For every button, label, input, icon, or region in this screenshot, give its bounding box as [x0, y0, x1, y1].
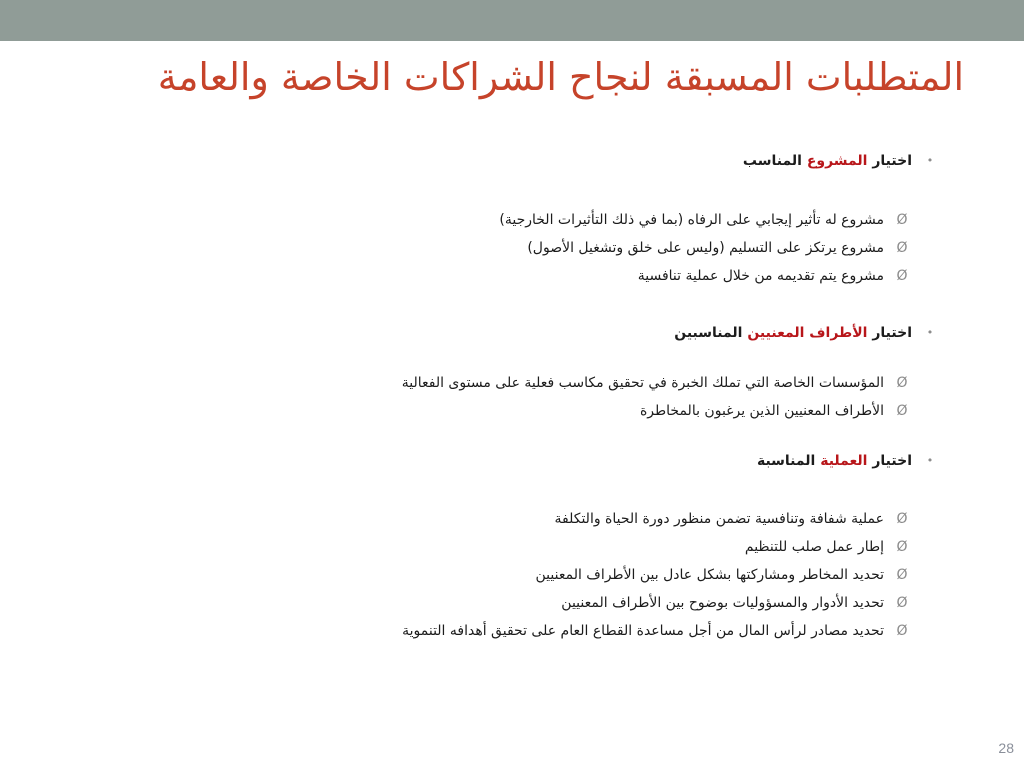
slide-title: المتطلبات المسبقة لنجاح الشراكات الخاصة والعامة [157, 55, 964, 99]
list-item-text: مشروع يتم تقديمه من خلال عملية تنافسية [637, 268, 884, 284]
list-item [84, 537, 908, 557]
null-sign-bullet-icon: Ø [896, 240, 908, 256]
list-item [84, 565, 908, 585]
list-item [84, 509, 908, 529]
null-sign-bullet-icon: Ø [896, 595, 908, 611]
null-sign-bullet-icon: Ø [896, 212, 908, 228]
heading-suffix: المناسبين [674, 325, 743, 341]
null-sign-bullet-icon: Ø [896, 511, 908, 527]
list-item [84, 401, 908, 421]
null-sign-bullet-icon: Ø [896, 375, 908, 391]
list-item-text: إطار عمل صلب للتنظيم [744, 539, 884, 555]
heading-highlight: الأطراف المعنيين [747, 325, 868, 341]
list-item-text: المؤسسات الخاصة التي تملك الخبرة في تحقيق مكاسب فعلية على مستوى الفعالية [401, 375, 884, 391]
null-sign-bullet-icon: Ø [896, 539, 908, 555]
list-item-text: مشروع يرتكز على التسليم (وليس على خلق وتشغيل الأصول) [527, 240, 884, 256]
section-heading-process [112, 451, 934, 471]
heading-highlight: العملية [820, 453, 868, 469]
list-item-text: تحديد المخاطر ومشاركتها بشكل عادل بين الأطراف المعنيين [535, 567, 884, 583]
list-item [84, 593, 908, 613]
list-item [84, 238, 908, 258]
page-number: 28 [998, 740, 1014, 756]
list-item-text: تحديد الأدوار والمسؤوليات بوضوح بين الأطراف المعنيين [561, 595, 884, 611]
null-sign-bullet-icon: Ø [896, 567, 908, 583]
null-sign-bullet-icon: Ø [896, 268, 908, 284]
list-item-text: مشروع له تأثير إيجابي على الرفاه (بما في ذلك التأثيرات الخارجية) [499, 212, 884, 228]
section-heading-stakeholders [112, 323, 934, 343]
list-item [84, 621, 908, 641]
list-item [84, 373, 908, 393]
section-heading-project [112, 151, 934, 171]
null-sign-bullet-icon: Ø [896, 623, 908, 639]
heading-suffix: المناسبة [756, 453, 816, 469]
bullet-dot-icon: • [926, 326, 934, 339]
bullet-dot-icon: • [926, 454, 934, 467]
bullet-dot-icon: • [926, 154, 934, 167]
list-item-text: الأطراف المعنيين الذين يرغبون بالمخاطرة [639, 403, 884, 419]
heading-prefix: اختيار [872, 153, 912, 169]
heading-highlight: المشروع [806, 153, 868, 169]
heading-prefix: اختيار [872, 325, 912, 341]
heading-prefix: اختيار [872, 453, 912, 469]
list-item [84, 266, 908, 286]
heading-suffix: المناسب [742, 153, 802, 169]
list-item-text: تحديد مصادر لرأس المال من أجل مساعدة القطاع العام على تحقيق أهدافه التنموية [402, 623, 884, 639]
list-item-text: عملية شفافة وتنافسية تضمن منظور دورة الحياة والتكلفة [554, 511, 884, 527]
list-item [84, 210, 908, 230]
null-sign-bullet-icon: Ø [896, 403, 908, 419]
